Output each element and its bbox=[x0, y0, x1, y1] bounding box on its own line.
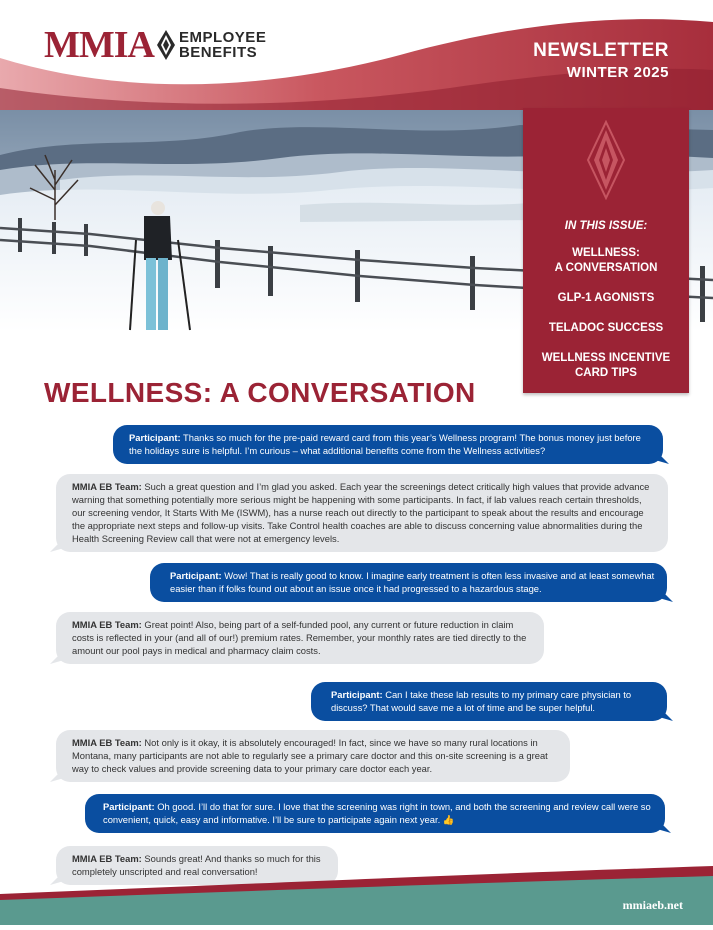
participant-message bbox=[150, 563, 667, 602]
mmia-message bbox=[56, 612, 544, 664]
message-text: Not only is it okay, it is absolutely encouraged! In fact, since we have so many rural locations in Montana, many participants are not able to regularly see a primary care doctor and this on-site screening is a great way to check values and provide screening data to your primary care doctor each year. bbox=[72, 737, 548, 774]
bubble-tail-icon bbox=[50, 768, 64, 782]
in-this-issue-heading: IN THIS ISSUE: bbox=[564, 220, 648, 232]
participant-message bbox=[311, 682, 667, 721]
message-text: Great point! Also, being part of a self-funded pool, any current or future reduction in claim costs is reflected in your (and all of our!) premium rates. Remember, your monthly rates are tied directly to the amount our pool pays in medical and pharmacy claim costs. bbox=[72, 619, 527, 656]
bubble-tail-icon bbox=[659, 588, 673, 602]
bubble-tail-icon bbox=[655, 450, 669, 464]
message-text: Can I take these lab results to my primary care physician to discuss? That would save me a lot of time and be super helpful. bbox=[331, 689, 632, 713]
issue-item-line: WELLNESS: bbox=[572, 247, 640, 259]
newsletter-heading bbox=[533, 40, 669, 81]
logo-mmia-text: MMIA bbox=[44, 24, 154, 66]
newsletter-date: WINTER 2025 bbox=[566, 64, 669, 81]
mmia-message bbox=[56, 730, 570, 782]
article-title: WELLNESS: A CONVERSATION bbox=[44, 377, 476, 408]
diamond-emblem-icon bbox=[586, 120, 626, 200]
speaker-label: Participant: bbox=[331, 689, 383, 700]
logo-diamond-icon bbox=[157, 30, 175, 60]
issue-item-incentive-card[interactable] bbox=[523, 351, 689, 381]
speaker-label: Participant: bbox=[103, 801, 155, 812]
message-text: Sounds great! And thanks so much for this completely unscripted and real conversation! bbox=[72, 853, 321, 877]
issue-item-wellness[interactable] bbox=[523, 246, 689, 276]
issue-item-line: WELLNESS INCENTIVE bbox=[541, 352, 671, 364]
issue-item-line: TELADOC SUCCESS bbox=[548, 322, 664, 334]
participant-message bbox=[85, 794, 665, 833]
website-link[interactable]: mmiaeb.net bbox=[622, 898, 683, 912]
bubble-tail-icon bbox=[50, 538, 64, 552]
mmia-logo bbox=[44, 26, 266, 64]
speaker-label: Participant: bbox=[129, 432, 181, 443]
bubble-tail-icon bbox=[50, 650, 64, 664]
speaker-label: MMIA EB Team: bbox=[72, 853, 142, 864]
logo-line-benefits: BENEFITS bbox=[178, 44, 258, 61]
speaker-label: MMIA EB Team: bbox=[72, 619, 142, 630]
issue-item-line: GLP-1 AGONISTS bbox=[557, 292, 655, 304]
speaker-label: MMIA EB Team: bbox=[72, 481, 142, 492]
newsletter-title: NEWSLETTER bbox=[533, 40, 669, 61]
message-text: Such a great question and I’m glad you asked. Each year the screenings detect critically high values that provide advance warning that something potentially more serious might be happening with some participants. In fact, if lab values reach certain thresholds, our screening vendor, It Starts With Me (ISWM), has a nurse reach out directly to the participant to speak about the results and encourage the appropriate next steps and follow-up visits. Take Control health coaches are able to discuss concerning value abnormalities during the Health Screening Review call that were not at emergency levels. bbox=[72, 481, 650, 544]
issue-item-line: CARD TIPS bbox=[575, 367, 637, 379]
logo-line-employee: EMPLOYEE bbox=[178, 29, 267, 46]
issue-item-glp1[interactable] bbox=[523, 291, 689, 306]
participant-message bbox=[113, 425, 663, 464]
speaker-label: MMIA EB Team: bbox=[72, 737, 142, 748]
logo-employee-benefits bbox=[179, 30, 266, 60]
issue-item-line: A CONVERSATION bbox=[554, 262, 658, 274]
message-text: Thanks so much for the pre-paid reward card from this year’s Wellness program! The bonus money just before the holidays sure is helpful. I’m curious – what additional benefits come from the Wellness activities? bbox=[129, 432, 641, 456]
footer-wave bbox=[0, 858, 713, 925]
issue-item-teladoc[interactable] bbox=[523, 321, 689, 336]
bubble-tail-icon bbox=[659, 707, 673, 721]
mmia-message bbox=[56, 474, 668, 552]
bubble-tail-icon bbox=[657, 819, 671, 833]
message-text: Oh good. I’ll do that for sure. I love that the screening was right in town, and both the screening and review call were so convenient, quick, easy and informative. I’ll be sure to participate again next year. 👍 bbox=[103, 801, 651, 825]
speaker-label: Participant: bbox=[170, 570, 222, 581]
message-text: Wow! That is really good to know. I imagine early treatment is often less invasive and at least somewhat easier than if folks found out about an issue once it had progressed to a hazardous stage. bbox=[170, 570, 655, 594]
in-this-issue-panel bbox=[523, 108, 689, 393]
